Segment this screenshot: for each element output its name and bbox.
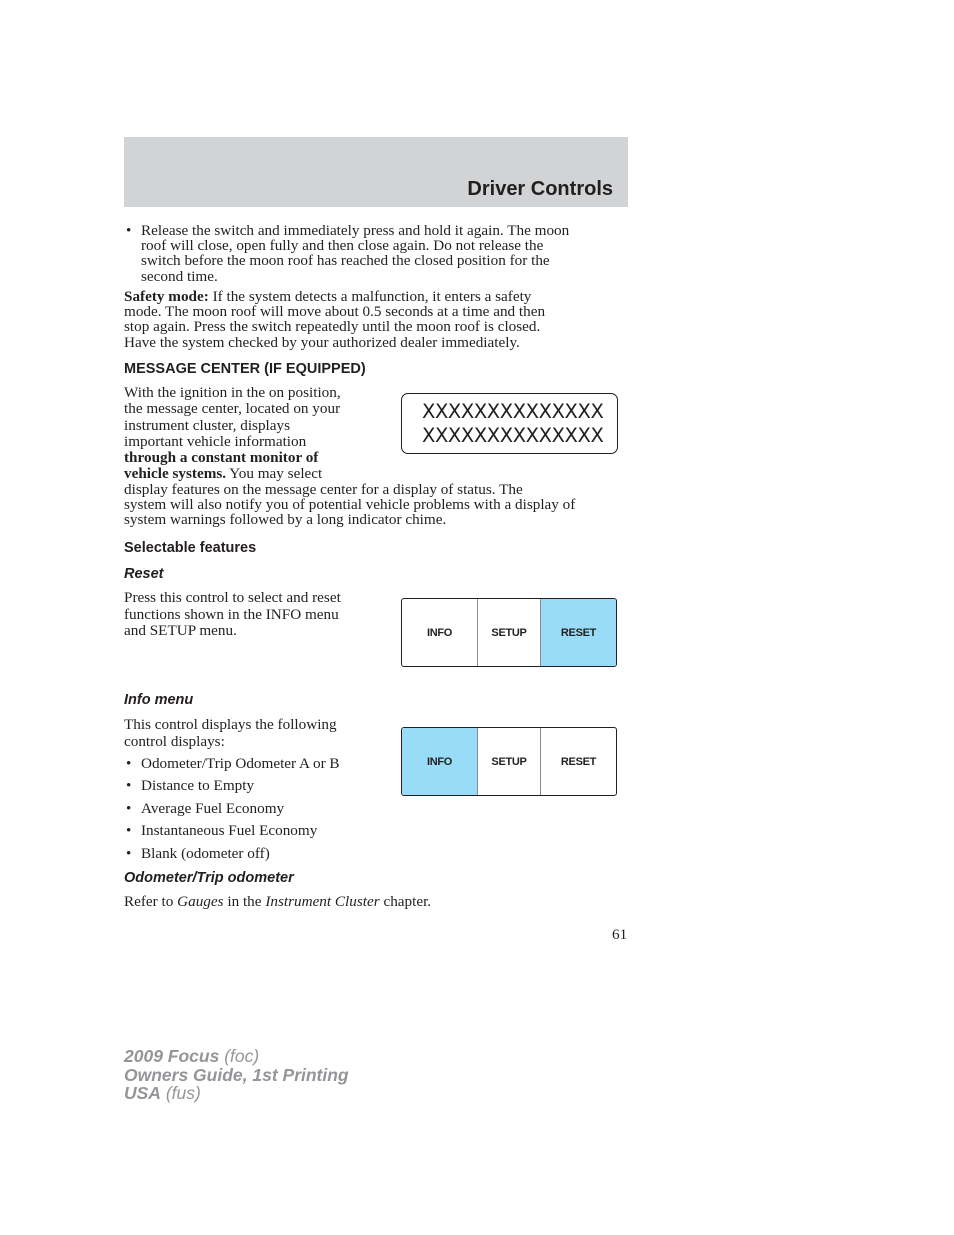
bullet-glyph: • [126, 822, 132, 839]
text-line: control displays: [124, 732, 225, 750]
text-line: functions shown in the INFO menu [124, 605, 339, 623]
footer-model-code: (foc) [219, 1046, 260, 1066]
footer-guide: Owners Guide, 1st Printing [124, 1064, 349, 1085]
safety-mode-paragraph [124, 289, 644, 350]
text-line: and SETUP menu. [124, 622, 237, 639]
text-span: in the [223, 893, 266, 910]
text-line [124, 289, 644, 304]
bullet-glyph: • [126, 800, 132, 817]
safety-mode-label: Safety mode: [124, 288, 209, 305]
reset-paragraph [124, 590, 394, 640]
text-line: system warnings followed by a long indicator chime. [124, 511, 447, 529]
page-number: 61 [612, 926, 628, 943]
bold-text: vehicle systems. [124, 465, 227, 483]
list-item-text: Instantaneous Fuel Economy [141, 822, 318, 839]
text-line: stop again. Press the switch repeatedly until the moon roof is closed. [124, 318, 541, 336]
bold-text: through a constant monitor of [124, 449, 319, 467]
info-menu-paragraph [124, 717, 394, 750]
setup-button[interactable]: SETUP [477, 728, 540, 795]
text-line: system will also notify you of potential vehicle problems with a display of [124, 496, 576, 514]
setup-button[interactable]: SETUP [477, 599, 540, 666]
info-button[interactable]: INFO [426, 626, 453, 639]
instrument-cluster-reference: Instrument Cluster [265, 893, 380, 910]
info-button[interactable]: INFO [402, 728, 477, 795]
reset-button[interactable]: RESET [540, 728, 616, 795]
bullet-glyph: • [126, 222, 132, 239]
message-center-heading: MESSAGE CENTER (IF EQUIPPED) [124, 361, 366, 377]
section-title: Driver Controls [467, 178, 613, 200]
bullet-glyph: • [126, 777, 132, 794]
info-menu-heading: Info menu [124, 692, 194, 708]
bullet-glyph: • [126, 755, 132, 772]
footer-model: 2009 Focus [124, 1046, 220, 1066]
reset-heading: Reset [124, 566, 164, 582]
control-panel-reset-highlight [401, 598, 617, 667]
document-footer [124, 1047, 349, 1103]
odometer-heading: Odometer/Trip odometer [124, 870, 294, 886]
control-panel-info-highlight [401, 727, 617, 796]
footer-market-code: (fus) [160, 1083, 201, 1103]
list-item-text: Distance to Empty [141, 777, 255, 794]
text-line: important vehicle information [124, 432, 307, 450]
text-line: Press this control to select and reset [124, 589, 341, 606]
gauges-reference: Gauges [177, 893, 224, 910]
intro-bullet-text [141, 223, 661, 284]
text-line: This control displays the following [124, 716, 337, 733]
text-line: the message center, located on your [124, 400, 341, 418]
footer-market: USA [124, 1083, 161, 1103]
footer-line [124, 1047, 349, 1066]
reset-button[interactable]: RESET [540, 599, 616, 666]
text-line: second time. [141, 267, 218, 285]
text-line: instrument cluster, displays [124, 416, 291, 434]
text-line: display features on the message center for a display of status. The [124, 481, 523, 498]
text-span: You may select [226, 465, 323, 483]
selectable-features-heading: Selectable features [124, 540, 257, 556]
message-center-paragraph-cont [124, 482, 644, 528]
text-line: roof will close, open fully and then close again. Do not release the [141, 237, 544, 255]
display-line-1: XXXXXXXXXXXXXX [422, 400, 604, 423]
text-line: mode. The moon roof will move about 0.5 seconds at a time and then [124, 303, 546, 321]
text-span: chapter. [379, 893, 432, 910]
message-center-display [401, 393, 618, 454]
bullet-glyph: • [126, 845, 132, 862]
list-item-text: Average Fuel Economy [141, 800, 285, 817]
safety-mode-text: If the system detects a malfunction, it enters a safety [212, 288, 532, 305]
text-span: Refer to [124, 893, 178, 910]
text-line: Release the switch and immediately press and hold it again. The moon [141, 222, 570, 239]
odometer-paragraph [124, 894, 431, 909]
text-line: With the ignition in the on position, [124, 384, 341, 401]
text-line: switch before the moon roof has reached the closed position for the [141, 252, 550, 270]
display-line-2: XXXXXXXXXXXXXX [422, 424, 604, 447]
list-item-text: Blank (odometer off) [141, 845, 270, 862]
text-line: Have the system checked by your authorized dealer immediately. [124, 333, 520, 351]
section-header-bar [124, 137, 628, 207]
footer-line [124, 1084, 349, 1103]
list-item-text: Odometer/Trip Odometer A or B [141, 755, 340, 772]
